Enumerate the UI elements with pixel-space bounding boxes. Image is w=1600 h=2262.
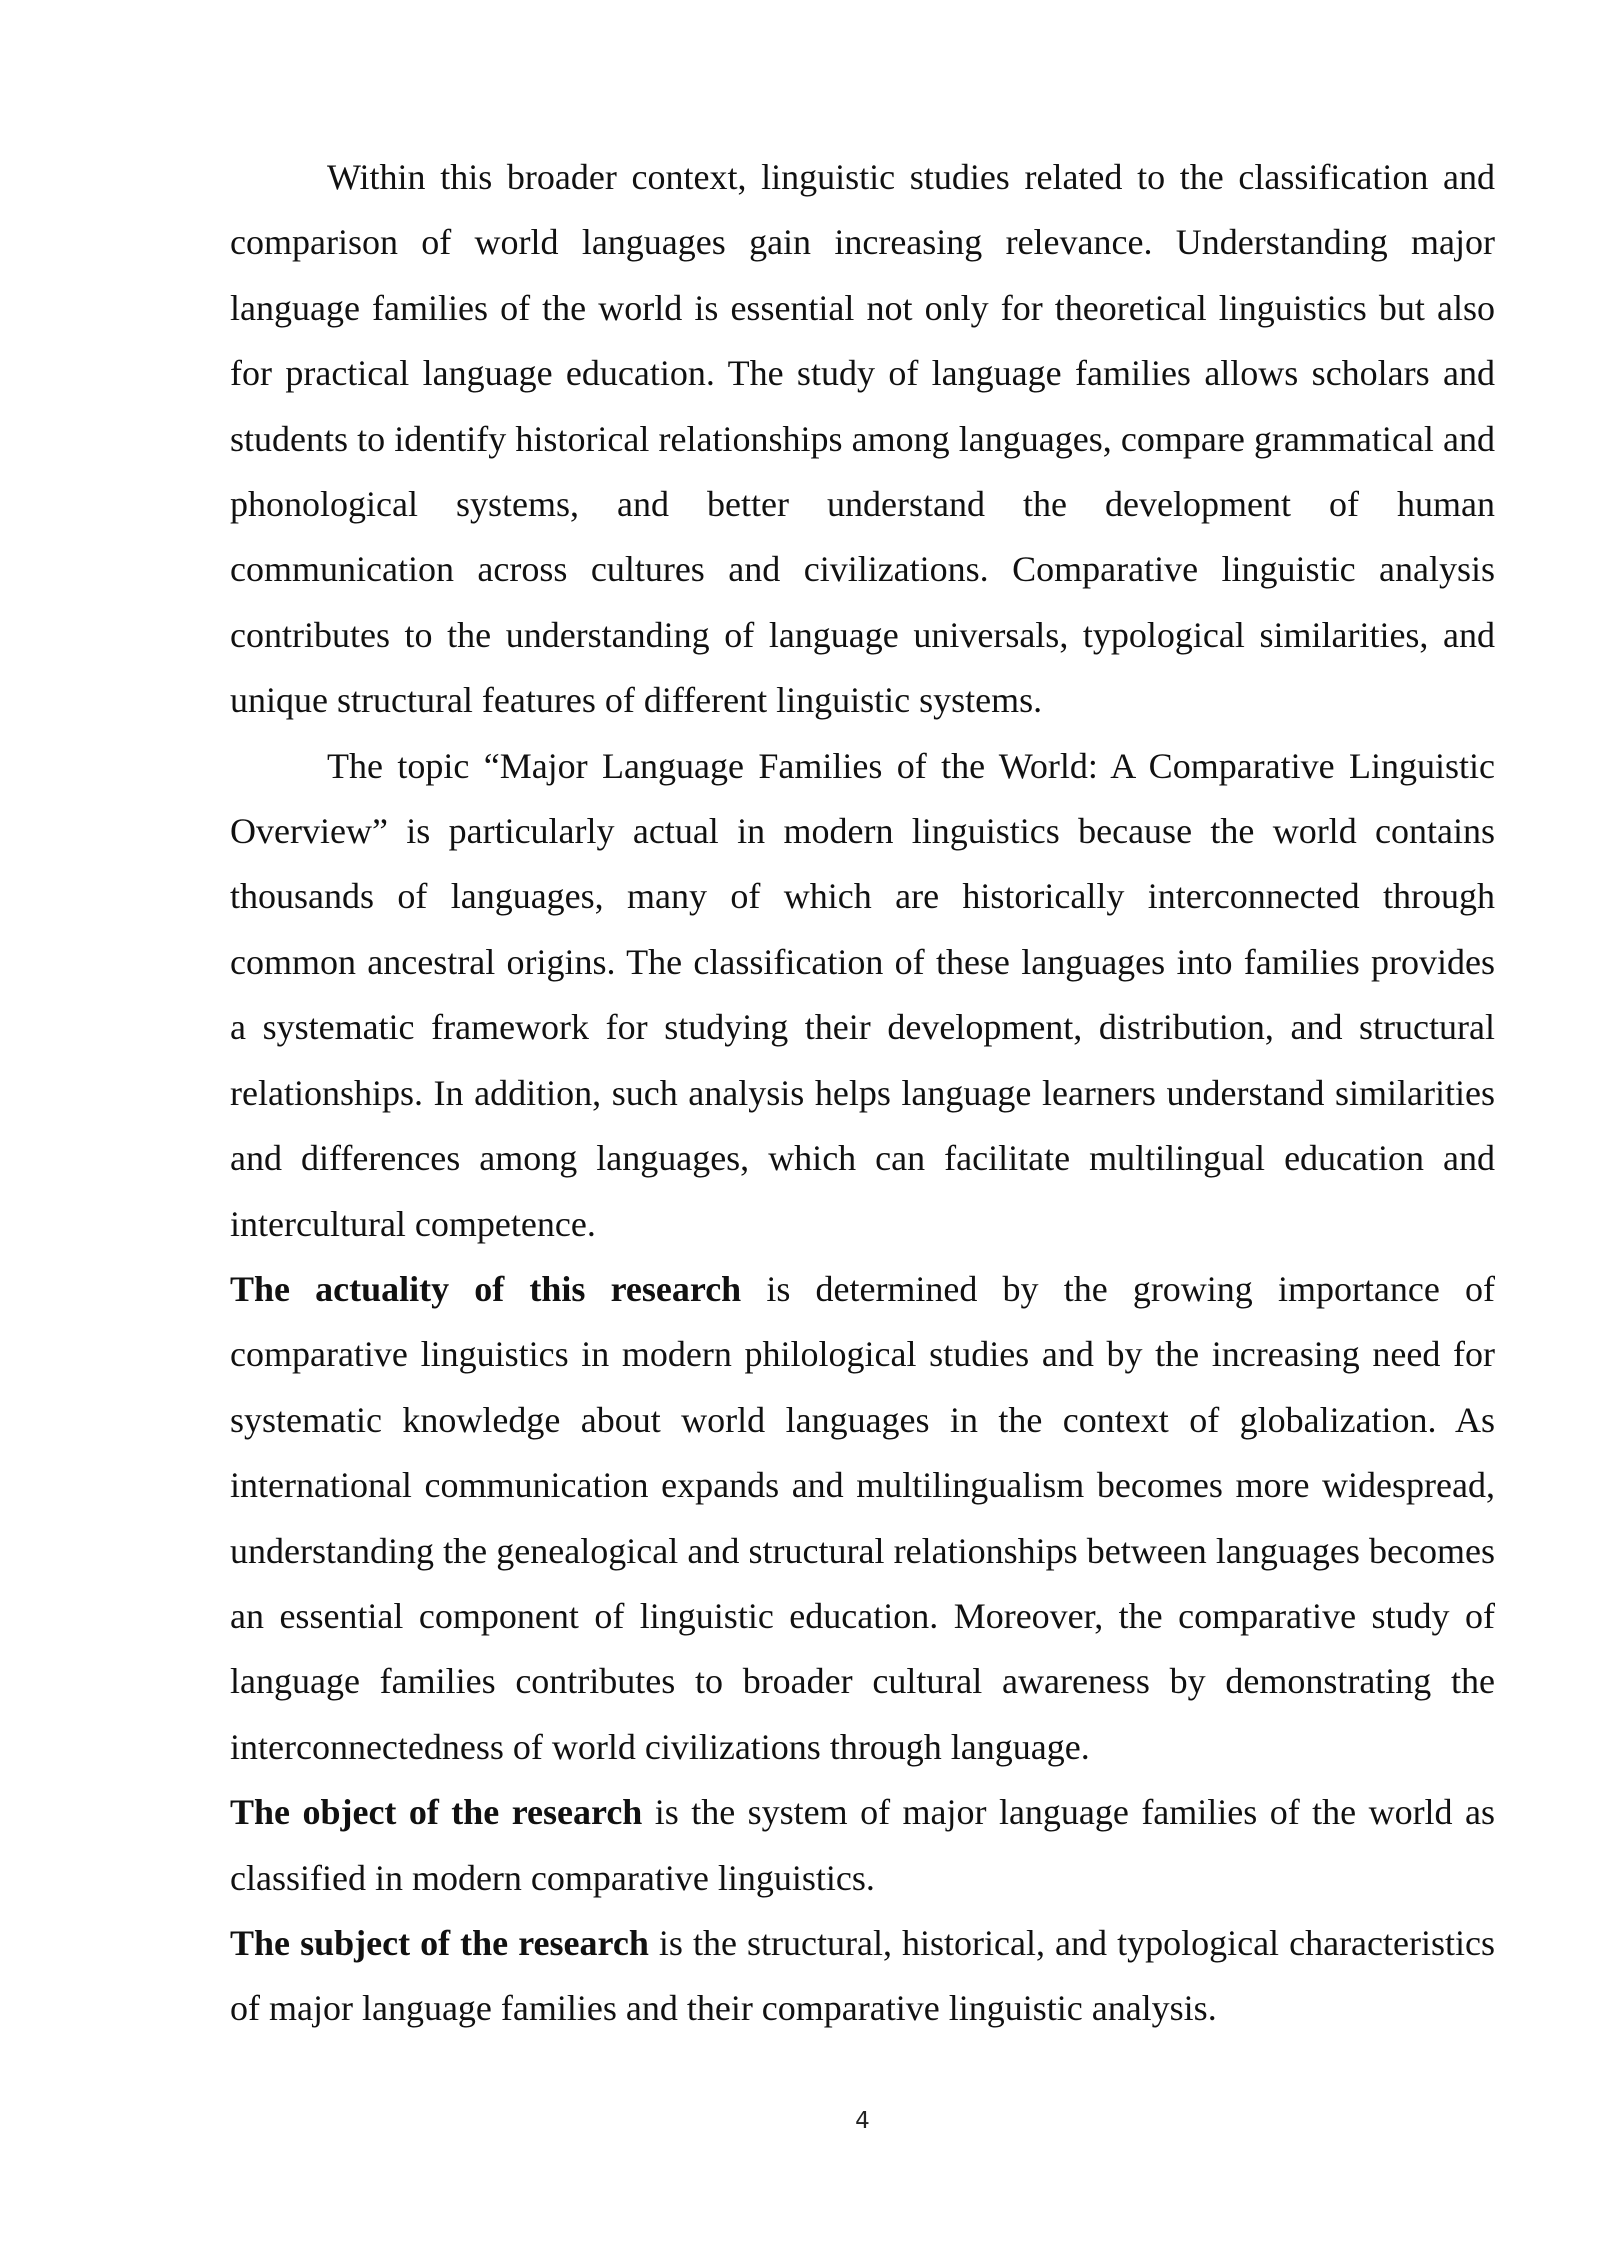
body-text bbox=[230, 145, 1495, 2042]
paragraph-text: is the system of major language families of the world as classified in modern comparative linguistics. bbox=[230, 1792, 1495, 1898]
paragraph-text: The topic “Major Language Families of the World: A Comparative Linguistic Overview” is particularly actual in modern linguistics because the world contains thousands of languages, many of which are historically interconnected through common ancestral origins. The classification of these languages into families provides a systematic framework for studying their development, distribution, and structural relationships. In addition, such analysis helps language learners understand similarities and differences among languages, which can facilitate multilingual education and intercultural competence. bbox=[230, 745, 1495, 1244]
paragraph-lead-heading: The subject of the research bbox=[230, 1922, 649, 1963]
paragraph-actuality bbox=[230, 1257, 1495, 1780]
paragraph-text: Within this broader context, linguistic studies related to the classification and comparison of world languages gain increasing relevance. Understanding major language families of the world is essential not only for theoretical linguistics but also for practical language education. The study of language families allows scholars and students to identify historical relationships among languages, compare grammatical and phonological systems, and better understand the development of human communication across cultures and civilizations. Comparative linguistic analysis contributes to the understanding of language universals, typological similarities, and unique structural features of different linguistic systems. bbox=[230, 157, 1495, 721]
paragraph-lead-heading: The actuality of this research bbox=[230, 1268, 742, 1309]
paragraph-context bbox=[230, 145, 1495, 734]
paragraph-subject bbox=[230, 1911, 1495, 2042]
paragraph-lead-heading: The object of the research bbox=[230, 1792, 643, 1833]
paragraph-topic bbox=[230, 734, 1495, 1257]
page-number: 4 bbox=[855, 2108, 870, 2134]
paragraph-text: is determined by the growing importance of comparative linguistics in modern philological studies and by the increasing need for systematic knowledge about world languages in the context of globalization. As international communication expands and multilingualism becomes more widespread, understanding the genealogical and structural relationships between languages becomes an essential component of linguistic education. Moreover, the comparative study of language families contributes to broader cultural awareness by demonstrating the interconnectedness of world civilizations through language. bbox=[230, 1268, 1495, 1767]
paragraph-object bbox=[230, 1780, 1495, 1911]
paragraph-text: is the structural, historical, and typological characteristics of major language families and their comparative linguistic analysis. bbox=[230, 1922, 1495, 2029]
